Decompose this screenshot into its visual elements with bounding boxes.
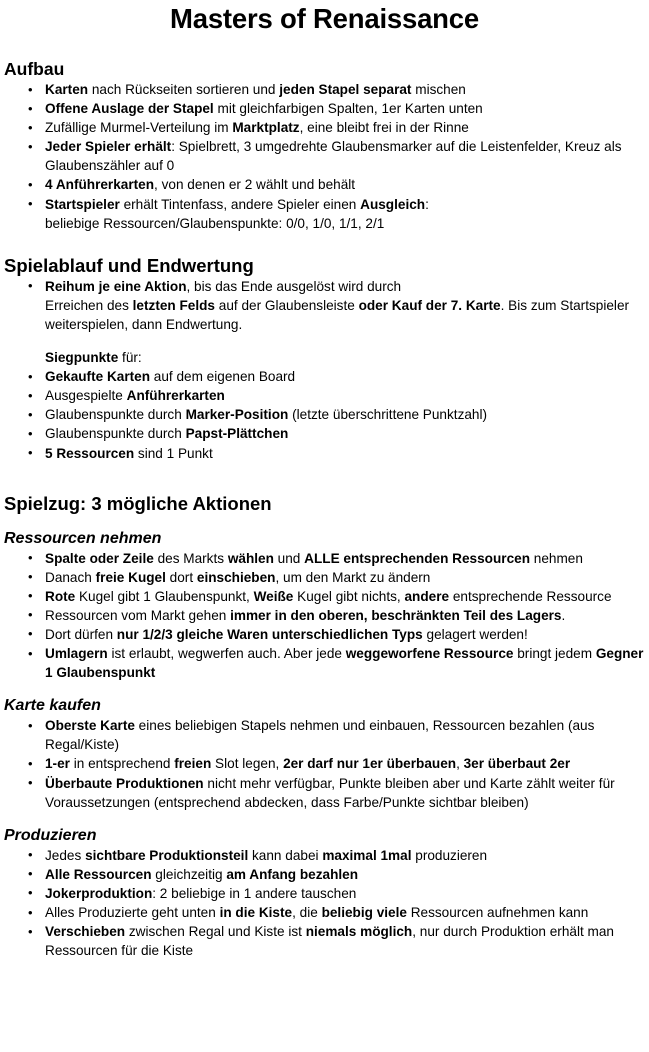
body-text: des Markts — [153, 550, 228, 566]
body-text: und — [273, 550, 305, 566]
emphasis-text: andere — [404, 588, 450, 604]
emphasis-text: ALLE entsprechenden Ressourcen — [304, 550, 531, 566]
body-text: Kugel gibt nichts, — [293, 588, 405, 604]
emphasis-text: Anführerkarten — [126, 388, 225, 404]
list-item — [4, 348, 645, 367]
emphasis-text: Umlagern — [45, 646, 108, 662]
body-text: , von denen er 2 wählt und behält — [154, 177, 356, 193]
body-text: Glaubenspunkte durch — [45, 426, 186, 442]
body-text: Kugel gibt 1 Glaubenspunkt, — [75, 588, 254, 604]
list-item — [4, 195, 645, 233]
body-text: Glaubenspunkte durch — [45, 407, 186, 423]
list-item — [4, 367, 645, 386]
subsection-heading-produzieren: Produzieren — [4, 826, 97, 844]
list-produzieren — [4, 846, 645, 961]
list-item — [4, 568, 645, 587]
emphasis-text: 4 Anführerkarten — [45, 177, 155, 193]
body-text: , nur durch Produktion erhält man Ressourcen für die Kiste — [45, 924, 614, 959]
emphasis-text: 5 Ressourcen — [45, 445, 135, 461]
emphasis-text: Überbaute Produktionen — [45, 775, 204, 791]
spacer — [4, 233, 645, 255]
list-item — [4, 386, 645, 405]
emphasis-text: einschieben — [196, 569, 276, 585]
body-text: : — [425, 196, 429, 212]
list-karte-kaufen — [4, 716, 645, 811]
body-text: entsprechende Ressource — [449, 588, 612, 604]
list-siegpunkte — [4, 348, 645, 463]
list-item — [4, 444, 645, 463]
spacer — [4, 515, 645, 529]
emphasis-text: Karten — [45, 82, 89, 97]
emphasis-text: Marker-Position — [185, 407, 289, 423]
spacer — [4, 36, 645, 59]
body-text: Zufällige Murmel-Verteilung im — [45, 120, 233, 136]
emphasis-text: nur 1/2/3 gleiche Waren unterschiedlichen Typs — [116, 626, 423, 642]
emphasis-text: Rote — [45, 588, 76, 604]
body-text: Ausgespielte — [45, 388, 127, 404]
emphasis-text: freien — [174, 756, 212, 772]
emphasis-text: Jeder Spieler erhält — [45, 139, 172, 155]
emphasis-text: immer in den oberen, beschränkten Teil des Lagers — [230, 607, 562, 623]
body-text: dort — [165, 569, 197, 585]
list-item — [4, 137, 645, 175]
emphasis-text: jeden Stapel separat — [279, 82, 412, 97]
emphasis-text: Marktplatz — [232, 120, 300, 136]
spacer — [4, 334, 645, 348]
body-text: in entsprechend — [69, 756, 175, 772]
body-text: erhält Tintenfass, andere Spieler einen — [119, 196, 361, 212]
list-item — [4, 884, 645, 903]
list-item — [4, 846, 645, 865]
body-text: . — [561, 607, 566, 623]
body-text: zwischen Regal und Kiste ist — [125, 924, 306, 940]
body-text: : 2 beliebige in 1 andere tauschen — [152, 885, 357, 901]
emphasis-text: Offene Auslage der Stapel — [45, 101, 214, 117]
emphasis-text: wählen — [227, 550, 274, 566]
body-text: Erreichen des — [45, 297, 133, 313]
list-item — [4, 903, 645, 922]
body-text: mischen — [411, 82, 466, 97]
body-text: Alles Produzierte geht unten — [45, 905, 220, 920]
spacer — [4, 682, 645, 696]
emphasis-text: Spalte oder Zeile — [45, 550, 154, 566]
body-text: ist erlaubt, wegwerfen auch. Aber jede — [107, 646, 346, 662]
emphasis-text: Weiße — [253, 588, 294, 604]
list-item — [4, 277, 645, 334]
emphasis-text: Jokerproduktion — [45, 885, 153, 901]
body-text: nicht mehr verfügbar, Punkte bleiben aber und Karte zählt weiter für Voraussetzungen (entsprechend abdecken, dass Farbe/Punkte sichtbar bleiben) — [45, 775, 615, 810]
emphasis-text: 1-er — [45, 756, 70, 772]
body-text: für: — [118, 350, 142, 366]
emphasis-text: Ausgleich — [360, 196, 426, 212]
list-item — [4, 716, 645, 754]
list-item — [4, 175, 645, 194]
list-spielablauf — [4, 277, 645, 334]
emphasis-text: sichtbare Produktionsteil — [85, 847, 249, 863]
list-item — [4, 865, 645, 884]
body-text: auf der Glaubensleiste — [215, 297, 359, 313]
list-item — [4, 99, 645, 118]
list-item — [4, 644, 645, 682]
body-text: sind 1 Punkt — [134, 445, 213, 461]
emphasis-text: oder Kauf der 7. Karte — [358, 297, 501, 313]
spacer — [4, 463, 645, 493]
list-item — [4, 80, 645, 99]
emphasis-text: Startspieler — [45, 196, 120, 212]
body-text: bringt jedem — [513, 646, 596, 662]
body-text: Jedes — [45, 847, 86, 863]
body-text: gelagert werden! — [422, 626, 528, 642]
page-title: Masters of Renaissance — [170, 3, 479, 34]
subsection-heading-karte-kaufen: Karte kaufen — [4, 697, 101, 715]
body-text: auf dem eigenen Board — [150, 369, 296, 385]
subsection-heading-ressourcen-nehmen: Ressourcen nehmen — [4, 529, 162, 547]
body-text: nehmen — [530, 550, 583, 566]
list-item — [4, 549, 645, 568]
emphasis-text: niemals möglich — [305, 924, 413, 940]
list-item — [4, 118, 645, 137]
emphasis-text: Alle Ressourcen — [45, 866, 152, 882]
body-text: Danach — [45, 569, 96, 585]
body-text: , um den Markt zu ändern — [275, 569, 431, 585]
emphasis-text: 2er darf nur 1er überbauen — [283, 756, 457, 772]
body-text: Slot legen, — [211, 756, 284, 772]
body-text: nach Rückseiten sortieren und — [88, 82, 280, 97]
body-text: Ressourcen aufnehmen kann — [406, 905, 589, 920]
list-aufbau — [4, 80, 645, 233]
list-ressourcen-nehmen — [4, 549, 645, 683]
list-item — [4, 754, 645, 773]
emphasis-text: in die Kiste — [219, 905, 293, 920]
body-text: Ressourcen vom Markt gehen — [45, 607, 231, 623]
emphasis-text: Siegpunkte — [45, 350, 119, 366]
emphasis-text: Oberste Karte — [45, 718, 135, 734]
body-text: eines beliebigen Stapels nehmen und einbauen, Ressourcen bezahlen (aus Regal/Kiste) — [45, 718, 595, 753]
body-text: , eine bleibt frei in der Rinne — [299, 120, 469, 136]
section-heading-aufbau: Aufbau — [4, 59, 65, 79]
emphasis-text: Verschieben — [45, 924, 126, 940]
section-heading-spielablauf: Spielablauf und Endwertung — [4, 254, 254, 276]
section-heading-spielzug: Spielzug: 3 mögliche Aktionen — [4, 492, 272, 514]
body-text: gleichzeitig — [151, 866, 227, 882]
emphasis-text: am Anfang bezahlen — [226, 866, 359, 882]
body-text: , die — [292, 905, 322, 920]
emphasis-text: maximal 1mal — [322, 847, 412, 863]
emphasis-text: Gegner 1 Glaubenspunkt — [45, 646, 644, 681]
list-item — [4, 587, 645, 606]
list-item — [4, 922, 645, 960]
body-text: beliebige Ressourcen/Glaubenspunkte: 0/0, 1/0, 1/1, 2/1 — [45, 215, 385, 231]
body-text: , — [456, 756, 464, 772]
body-text: : Spielbrett, 3 umgedrehte Glaubensmarker auf die Leistenfelder, Kreuz als Glaubenszähler auf 0 — [45, 139, 622, 174]
emphasis-text: Papst-Plättchen — [185, 426, 289, 442]
emphasis-text: 3er überbaut 2er — [463, 756, 571, 772]
body-text: produzieren — [411, 847, 488, 863]
spacer — [4, 812, 645, 826]
body-text: (letzte überschrittene Punktzahl) — [288, 407, 488, 423]
body-text: Dort dürfen — [45, 626, 117, 642]
emphasis-text: Reihum je eine Aktion — [45, 278, 187, 294]
emphasis-text: beliebig viele — [321, 905, 407, 920]
emphasis-text: weggeworfene Ressource — [345, 646, 514, 662]
list-item — [4, 424, 645, 443]
emphasis-text: Gekaufte Karten — [45, 369, 151, 385]
list-item — [4, 405, 645, 424]
list-item — [4, 606, 645, 625]
body-text: . Bis zum Startspieler weiterspielen, dann Endwertung. — [45, 297, 630, 332]
emphasis-text: freie Kugel — [95, 569, 166, 585]
body-text: kann dabei — [248, 847, 323, 863]
list-item — [4, 625, 645, 644]
emphasis-text: letzten Felds — [132, 297, 215, 313]
body-text: , bis das Ende ausgelöst wird durch — [186, 278, 402, 294]
body-text: mit gleichfarbigen Spalten, 1er Karten unten — [213, 101, 483, 117]
list-item — [4, 774, 645, 812]
